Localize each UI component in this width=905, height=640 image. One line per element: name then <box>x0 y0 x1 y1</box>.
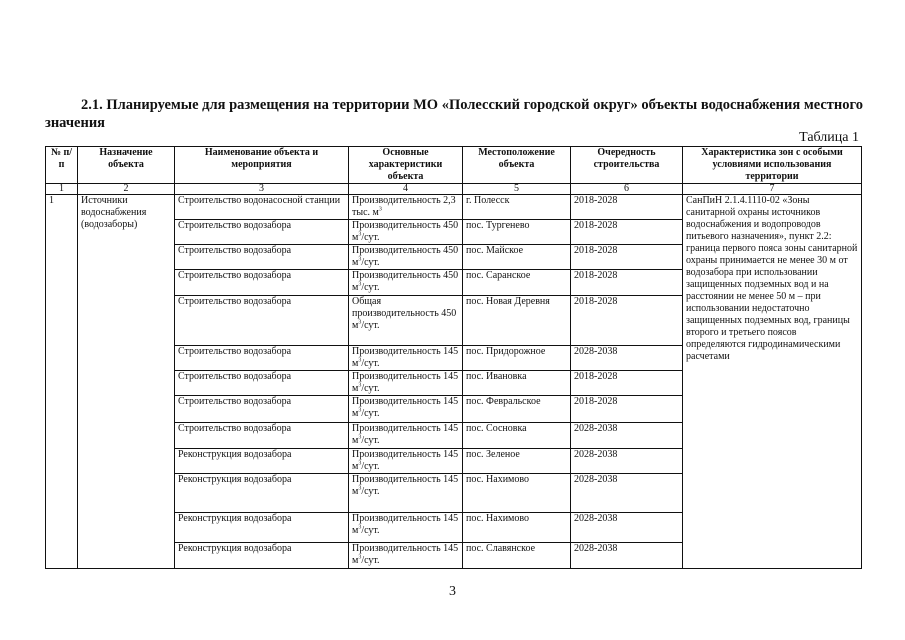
row-number: 1 <box>46 195 78 569</box>
capacity-text: Производительность 450 м <box>352 245 459 268</box>
construction-period: 2018-2028 <box>571 296 683 346</box>
capacity-text: Производительность 145 м <box>352 449 459 472</box>
column-header: Основные характеристики объекта <box>349 147 463 184</box>
column-header: № п/п <box>46 147 78 184</box>
construction-period: 2018-2028 <box>571 396 683 423</box>
column-number: 1 <box>46 184 78 195</box>
construction-period: 2018-2028 <box>571 245 683 270</box>
unit-suffix: /сут. <box>361 486 380 497</box>
construction-period: 2028-2038 <box>571 513 683 543</box>
object-name: Строительство водозабора <box>175 245 349 270</box>
column-header: Характеристика зон с особыми условиями использования территории <box>683 147 862 184</box>
capacity-text: Производительность 145 м <box>352 396 459 419</box>
object-name: Реконструкция водозабора <box>175 543 349 569</box>
column-number: 4 <box>349 184 463 195</box>
unit-suffix: /сут. <box>361 383 380 394</box>
unit-suffix: /сут. <box>361 408 380 419</box>
unit-exponent: 3 <box>358 434 362 441</box>
object-characteristics <box>349 195 463 220</box>
unit-suffix: /сут. <box>361 555 380 566</box>
section-heading: 2.1. Планируемые для размещения на территории МО «Полесский городской округ» объекты водоснабжения местного значения <box>45 97 863 131</box>
unit-suffix: /сут. <box>361 257 380 268</box>
capacity-text: Производительность 145 м <box>352 474 459 497</box>
object-location: г. Полесск <box>463 195 571 220</box>
object-location: пос. Новая Деревня <box>463 296 571 346</box>
column-number-row <box>46 184 862 195</box>
unit-suffix: /сут. <box>361 525 380 536</box>
object-characteristics <box>349 396 463 423</box>
object-characteristics <box>349 423 463 449</box>
unit-suffix: /сут. <box>361 461 380 472</box>
capacity-text: Производительность 145 м <box>352 513 459 536</box>
object-name: Строительство водозабора <box>175 296 349 346</box>
header-row <box>46 147 862 184</box>
capacity-text: Производительность 450 м <box>352 270 459 293</box>
construction-period: 2028-2038 <box>571 346 683 371</box>
capacity-text: Производительность 2,3 тыс. м <box>352 195 456 218</box>
capacity-text: Общая производительность 450 м <box>352 296 457 331</box>
object-name: Строительство водонасосной станции <box>175 195 349 220</box>
column-header: Назначение объекта <box>78 147 175 184</box>
object-location: пос. Зеленое <box>463 449 571 474</box>
unit-suffix: /сут. <box>361 435 380 446</box>
object-characteristics <box>349 371 463 396</box>
construction-period: 2028-2038 <box>571 449 683 474</box>
table-row <box>46 195 862 220</box>
object-location: пос. Славянское <box>463 543 571 569</box>
unit-exponent: 3 <box>358 460 362 467</box>
object-name: Строительство водозабора <box>175 423 349 449</box>
object-name: Реконструкция водозабора <box>175 513 349 543</box>
object-characteristics <box>349 270 463 296</box>
object-characteristics <box>349 220 463 245</box>
object-characteristics <box>349 296 463 346</box>
unit-exponent: 3 <box>358 281 362 288</box>
page-number: 3 <box>449 584 456 599</box>
object-characteristics <box>349 245 463 270</box>
column-number: 2 <box>78 184 175 195</box>
object-characteristics <box>349 513 463 543</box>
object-location: пос. Саранское <box>463 270 571 296</box>
object-location: пос. Февральское <box>463 396 571 423</box>
unit-exponent: 3 <box>358 407 362 414</box>
construction-period: 2018-2028 <box>571 220 683 245</box>
object-characteristics <box>349 474 463 513</box>
unit-exponent: 3 <box>358 485 362 492</box>
capacity-text: Производительность 145 м <box>352 543 459 566</box>
column-number: 5 <box>463 184 571 195</box>
object-location: пос. Майское <box>463 245 571 270</box>
object-characteristics <box>349 449 463 474</box>
protection-zone-description: СанПиН 2.1.4.1110-02 «Зоны санитарной охраны источников водоснабжения и водопроводов питьевого назначения», пункт 2.2: граница первого пояса зоны санитарной охраны принимается не менее 30 м от водозабора при использовании защищенных подземных вод и на расстоянии не менее 50 м – при использовании недостаточно защищенных подземных вод, границы второго и третьего поясов определяются гидродинамическими расчетами <box>683 195 862 569</box>
object-name: Строительство водозабора <box>175 220 349 245</box>
unit-exponent: 3 <box>358 357 362 364</box>
capacity-text: Производительность 145 м <box>352 346 459 369</box>
column-number: 7 <box>683 184 862 195</box>
water-supply-table <box>45 146 862 569</box>
object-purpose: Источники водоснабжения (водозаборы) <box>78 195 175 569</box>
object-name: Строительство водозабора <box>175 371 349 396</box>
unit-exponent: 3 <box>358 256 362 263</box>
unit-suffix: /сут. <box>361 232 380 243</box>
column-header: Наименование объекта и мероприятия <box>175 147 349 184</box>
unit-exponent: 3 <box>378 206 382 213</box>
object-name: Строительство водозабора <box>175 346 349 371</box>
construction-period: 2018-2028 <box>571 371 683 396</box>
unit-exponent: 3 <box>358 382 362 389</box>
construction-period: 2018-2028 <box>571 195 683 220</box>
construction-period: 2028-2038 <box>571 423 683 449</box>
object-location: пос. Ивановка <box>463 371 571 396</box>
unit-exponent: 3 <box>358 231 362 238</box>
unit-exponent: 3 <box>358 554 362 561</box>
object-name: Строительство водозабора <box>175 396 349 423</box>
construction-period: 2028-2038 <box>571 474 683 513</box>
unit-suffix: /сут. <box>361 358 380 369</box>
column-header: Очередность строительства <box>571 147 683 184</box>
capacity-text: Производительность 145 м <box>352 423 459 446</box>
column-number: 6 <box>571 184 683 195</box>
object-location: пос. Нахимово <box>463 474 571 513</box>
unit-exponent: 3 <box>358 319 362 326</box>
object-name: Строительство водозабора <box>175 270 349 296</box>
column-number: 3 <box>175 184 349 195</box>
object-characteristics <box>349 543 463 569</box>
object-location: пос. Придорожное <box>463 346 571 371</box>
column-header: Местоположение объекта <box>463 147 571 184</box>
capacity-text: Производительность 450 м <box>352 220 459 243</box>
unit-suffix: /сут. <box>361 320 380 331</box>
object-name: Реконструкция водозабора <box>175 474 349 513</box>
object-characteristics <box>349 346 463 371</box>
unit-suffix: /сут. <box>361 282 380 293</box>
unit-exponent: 3 <box>358 524 362 531</box>
table-label: Таблица 1 <box>799 130 859 145</box>
construction-period: 2028-2038 <box>571 543 683 569</box>
object-location: пос. Сосновка <box>463 423 571 449</box>
capacity-text: Производительность 145 м <box>352 371 459 394</box>
object-name: Реконструкция водозабора <box>175 449 349 474</box>
object-location: пос. Нахимово <box>463 513 571 543</box>
construction-period: 2018-2028 <box>571 270 683 296</box>
object-location: пос. Тургенево <box>463 220 571 245</box>
